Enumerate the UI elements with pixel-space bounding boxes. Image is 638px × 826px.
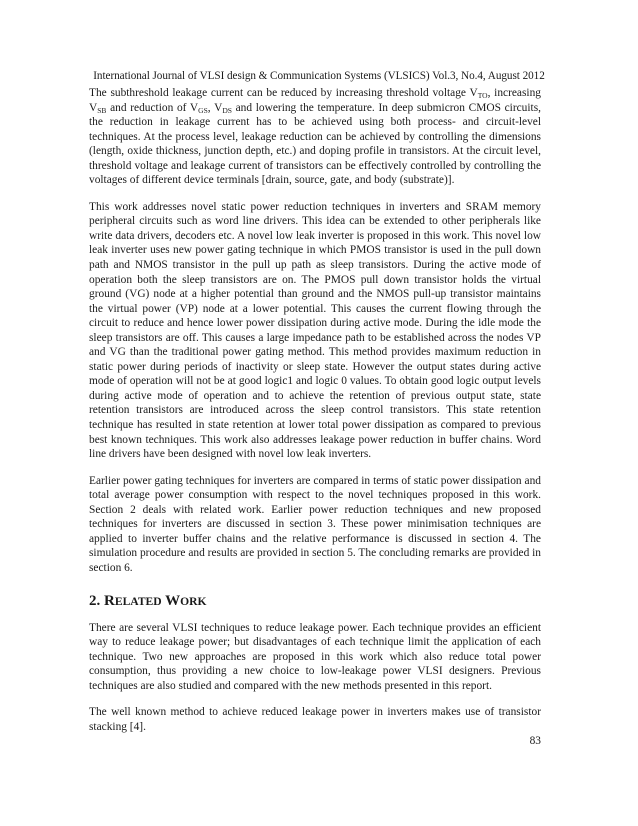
subscript-gs: GS: [198, 105, 208, 115]
p1-text-1: The subthreshold leakage current can be reduced by increasing threshold voltage V: [89, 87, 478, 99]
page-number: 83: [529, 735, 541, 747]
paragraph-1: [89, 86, 541, 188]
running-header: International Journal of VLSI design & Communication Systems (VLSICS) Vol.3, No.4, August 2012: [93, 70, 545, 82]
subscript-ds: DS: [222, 105, 232, 115]
paragraph-4: There are several VLSI techniques to reduce leakage power. Each technique provides an efficient way to reduce leakage power; but disadvantages of each technique limit the application of each technique. Two new approaches are proposed in this work which also reduce total power consumption, thus providing a new choice to low-leakage power VLSI designers. Previous techniques are also studied and compared with the new methods presented in this report.: [89, 621, 541, 692]
paragraph-2: This work addresses novel static power reduction techniques in inverters and SRAM memory peripheral circuits such as word line drivers. This idea can be extended to other peripherals like write data drivers, decoders etc. A novel low leak inverter is proposed in this work. This novel low leak inverter uses new power gating technique in which PMOS transistor is used in the pull down path and NMOS transistor in the pull up path as sleep transistors. During the active mode of operation both the sleep transistors are on. The PMOS pull down transistor holds the virtual ground (VG) node at a higher potential than ground and the NMOS pull-up transistor maintains the virtual power (VP) node at a lower potential. This causes the current flowing through the circuit to reduce and hence lower power dissipation during active mode. During the idle mode the sleep transistors are off. This causes a large impedance path to be established across the nodes VP and VG than the traditional power gating method. This method provides maximum reduction in static power during periods of inactivity or sleep state. However the output states during active mode of operation will not be at good logic1 and logic 0 values. To obtain good logic output levels during active mode of operation and to achieve the retention of previous output state, state retention transistors are introduced across the sleep control transistors. This state retention technique has resulted in state retention at lower total power dissipation as compared to previous best known techniques. This work also addresses leakage power reduction in buffer chains. Word line drivers have been designed with novel low leak inverters.: [89, 200, 541, 461]
section-heading-part: ELATED: [114, 594, 162, 608]
paragraph-5: The well known method to achieve reduced leakage power in inverters makes use of transistor stacking [4].: [89, 706, 541, 733]
subscript-sb: SB: [97, 105, 107, 115]
section-heading: [89, 592, 541, 611]
section-heading-part: ORK: [180, 594, 207, 608]
subscript-to: TO: [477, 91, 488, 100]
p1-text-5: and lowering the temperature. In deep submicron CMOS circuits, the reduction in leakage current has to be achieved using both process- and circuit-level techniques. At the process level, leakage reduction can be achieved by controlling the dimensions (length, oxide thickness, junction depth, etc.) and doping profile in transistors. At the circuit level, threshold voltage and leakage current of transistors can be effectively controlled by controlling the voltages of different device terminals [drain, source, gate, and body (substrate)].: [89, 101, 541, 187]
p1-text-2: , increasing V: [89, 87, 541, 114]
section-heading-part: W: [161, 592, 181, 609]
body-text: [89, 86, 541, 734]
section-heading-part: 2. R: [89, 592, 115, 609]
p1-text-4: , V: [207, 101, 223, 114]
paragraph-3: Earlier power gating techniques for inverters are compared in terms of static power dissipation and total average power consumption with respect to the novel techniques proposed in this work. Section 2 deals with related work. Earlier power reduction techniques and new proposed techniques for inverters are discussed in section 3. These power minimisation techniques are applied to inverter buffer chains and the relative performance is discussed in section 4. The simulation procedure and results are provided in section 5. The concluding remarks are provided in section 6.: [89, 474, 541, 574]
p1-text-3: and reduction of V: [106, 101, 199, 114]
